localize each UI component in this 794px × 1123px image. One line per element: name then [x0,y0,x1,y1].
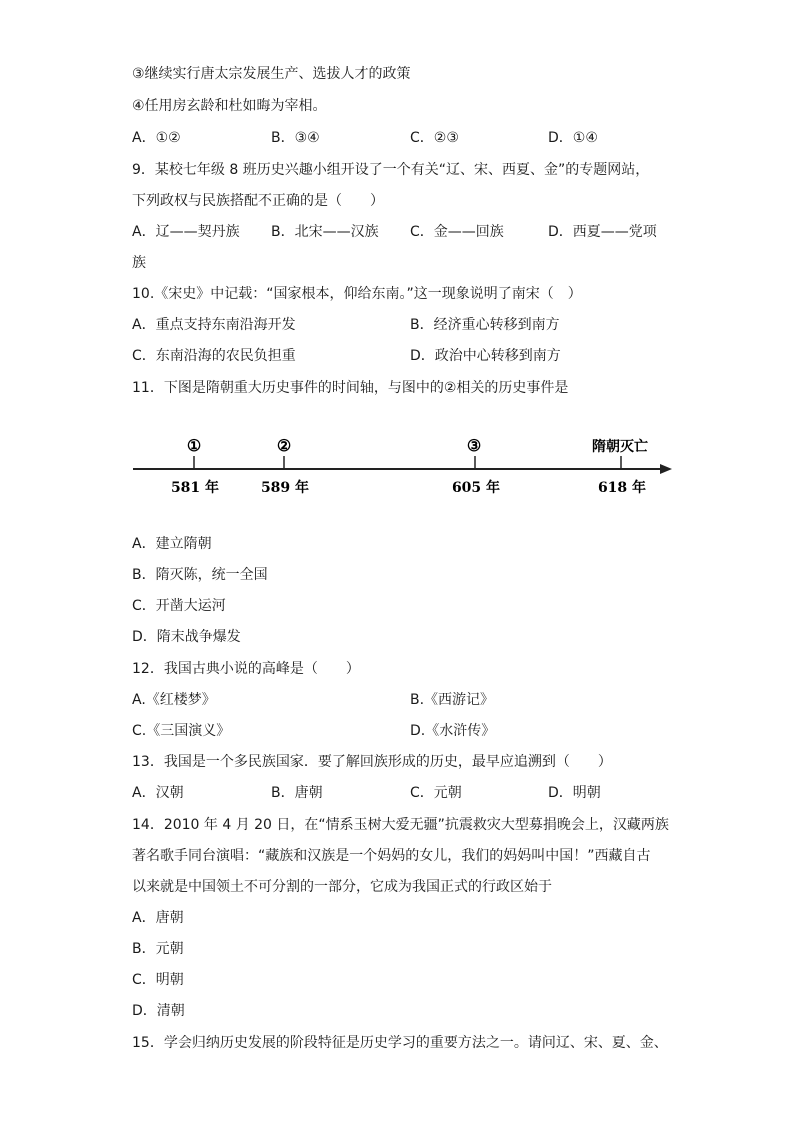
q8-option-a: A．①② [132,130,181,146]
q14-option-b: B．元朝 [132,941,184,957]
q9-option-b: B．北宋——汉族 [271,224,379,240]
timeline-event-1-label: ① [186,436,202,455]
q8-statement-4: ④任用房玄龄和杜如晦为宰相。 [132,98,327,114]
q10-option-b: B．经济重心转移到南方 [410,317,560,333]
q12-option-d: D.《水浒传》 [410,723,496,739]
q9-option-a: A．辽——契丹族 [132,224,240,240]
q9-option-d-wrap: 族 [132,255,146,271]
timeline-year-1: 581 年 [170,480,220,496]
timeline-year-3: 605 年 [451,480,501,496]
q9-option-d: D．西夏——党项 [548,224,657,240]
q11-option-a: A．建立隋朝 [132,536,212,552]
q14-stem-line-1: 14．2010 年 4 月 20 日，在“情系玉树大爱无疆”抗震救灾大型募捐晚会上，汉藏两族 [132,817,669,833]
timeline-arrow-icon [660,464,672,474]
timeline-event-3-label: ③ [466,436,482,455]
q11-option-c: C．开凿大运河 [132,598,226,614]
q10-option-d: D．政治中心转移到南方 [410,348,561,364]
q12-option-b: B.《西游记》 [410,692,495,708]
q12-option-c: C.《三国演义》 [132,723,231,739]
timeline-year-4: 618 年 [597,480,647,496]
timeline-event-2-label: ② [276,436,292,455]
q10-option-a: A．重点支持东南沿海开发 [132,317,296,333]
q10-stem: 10.《宋史》中记载：“国家根本，仰给东南。”这一现象说明了南宋（ ） [132,286,582,302]
q8-option-d: D．①④ [548,130,598,146]
q9-stem-line-2: 下列政权与民族搭配不正确的是（ ） [132,193,384,209]
q15-stem-line-1: 15．学会归纳历史发展的阶段特征是历史学习的重要方法之一。请问辽、宋、夏、金、 [132,1035,668,1051]
q8-statement-3: ③继续实行唐太宗发展生产、选拔人才的政策 [132,66,411,82]
q13-option-b: B．唐朝 [271,785,323,801]
q12-option-a: A.《红楼梦》 [132,692,216,708]
q8-option-b: B．③④ [271,130,320,146]
timeline-event-4-label: 隋朝灭亡 [592,439,648,455]
q14-option-c: C．明朝 [132,972,184,988]
q14-option-a: A．唐朝 [132,910,184,926]
q14-stem-line-3: 以来就是中国领土不可分割的一部分，它成为我国正式的行政区始于 [132,879,552,895]
q13-option-a: A．汉朝 [132,785,184,801]
q9-option-c: C．金——回族 [410,224,504,240]
q14-option-d: D．清朝 [132,1003,185,1019]
q8-option-c: C．②③ [410,130,459,146]
timeline-year-2: 589 年 [260,480,310,496]
q13-option-c: C．元朝 [410,785,462,801]
q11-option-d: D．隋末战争爆发 [132,629,241,645]
q10-option-c: C．东南沿海的农民负担重 [132,348,296,364]
q9-stem-line-1: 9．某校七年级 8 班历史兴趣小组开设了一个有关“辽、宋、西夏、金”的专题网站， [132,162,650,178]
q13-option-d: D．明朝 [548,785,601,801]
q12-stem: 12．我国古典小说的高峰是（ ） [132,661,360,677]
q13-stem: 13．我国是一个多民族国家．要了解回族形成的历史，最早应追溯到（ ） [132,754,612,770]
q11-option-b: B．隋灭陈，统一全国 [132,567,268,583]
q11-stem: 11．下图是隋朝重大历史事件的时间轴，与图中的②相关的历史事件是 [132,380,569,396]
q14-stem-line-2: 著名歌手同台演唱：“藏族和汉族是一个妈妈的女儿，我们的妈妈叫中国！”西藏自古 [132,848,651,864]
